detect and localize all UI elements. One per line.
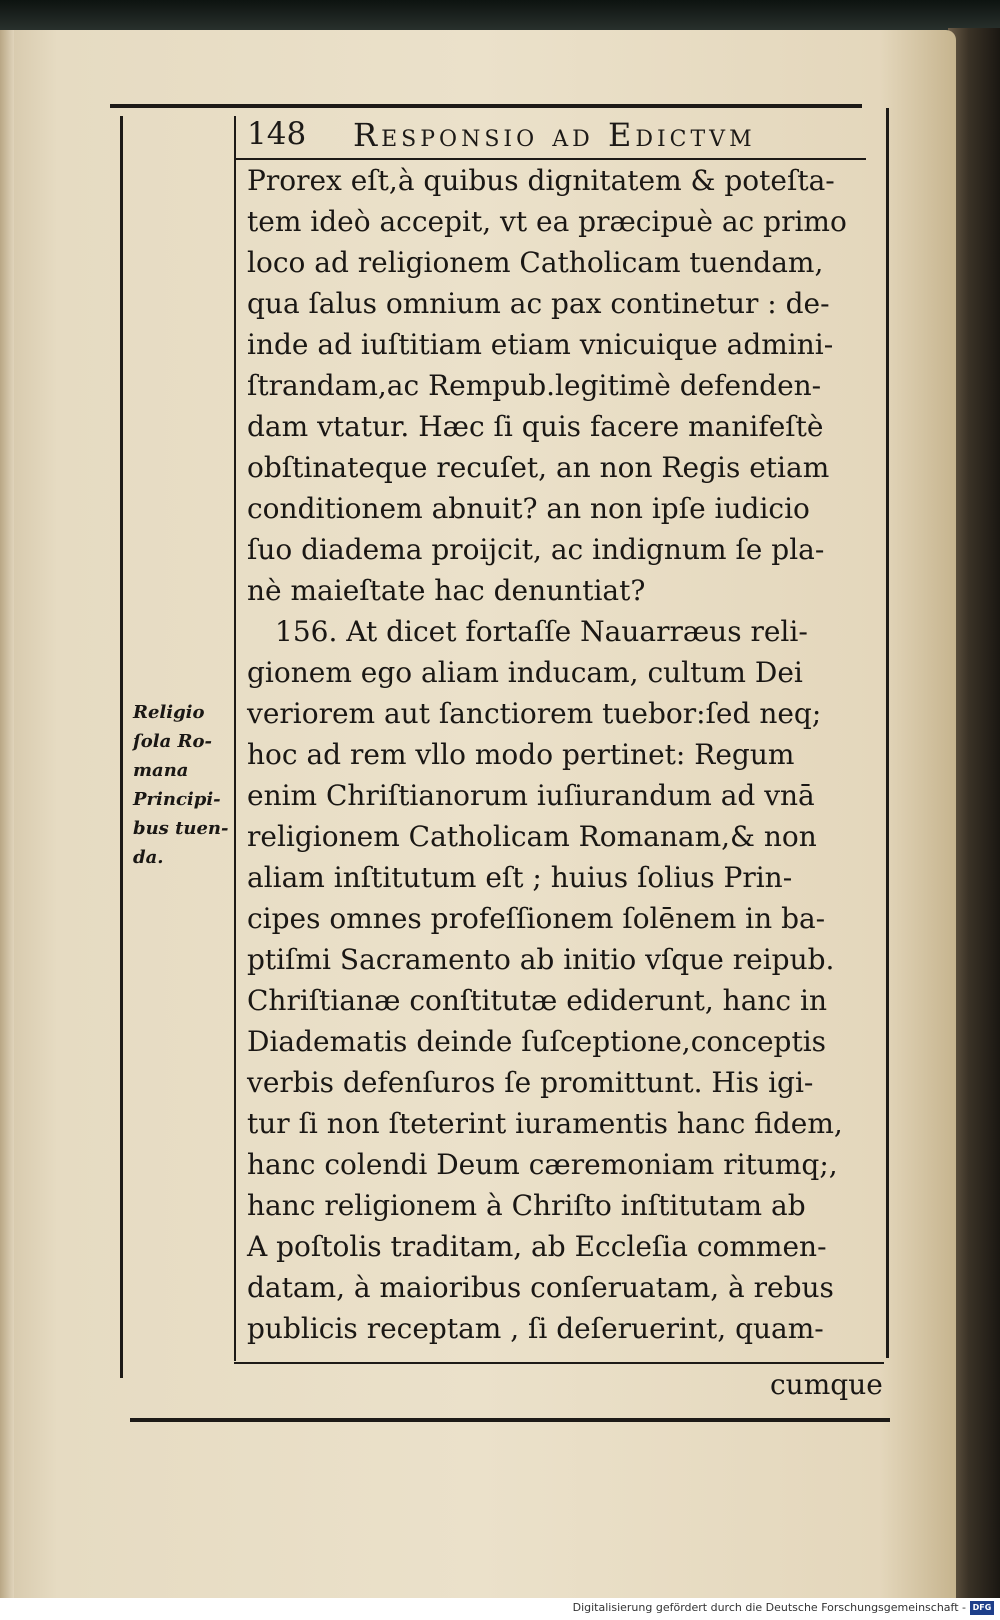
- marginal-note-line: bus tuen-: [133, 818, 229, 839]
- catchword: cumque: [770, 1368, 883, 1401]
- paragraph-start-line: 156. At dicet fortaſſe Nauarræus reli-: [275, 615, 808, 648]
- text-line: enim Chriſtianorum iuſiurandum ad vnā: [247, 779, 815, 812]
- scanner-top-band: [0, 0, 1000, 34]
- text-line: verbis defenſuros ſe promittunt. His igi-: [247, 1066, 814, 1099]
- marginal-note-line: Religio: [133, 702, 205, 723]
- digitization-credit: Digitalisierung gefördert durch die Deutsche Forschungsgemeinschaft -: [572, 1601, 966, 1614]
- right-rule: [886, 108, 889, 1358]
- text-line: nè maieſtate hac denuntiat?: [247, 574, 646, 607]
- marginal-note-line: Principi-: [133, 789, 221, 810]
- text-line: conditionem abnuit? an non ipſe iudicio: [247, 492, 810, 525]
- text-line: loco ad religionem Catholicam tuendam,: [247, 246, 824, 279]
- text-line: veriorem aut ſanctiorem tuebor:ſed neq;: [247, 697, 822, 730]
- text-line: ſtrandam,ac Rempub.legitimè defenden-: [247, 369, 822, 402]
- text-line: ſuo diadema proijcit, ac indignum ſe pla-: [247, 533, 825, 566]
- page-number: 148: [247, 116, 307, 152]
- marginal-note-line: ſola Ro-: [133, 731, 212, 752]
- text-line: hoc ad rem vllo modo pertinet: Regum: [247, 738, 795, 771]
- left-outer-rule: [120, 116, 123, 1378]
- text-line: aliam inſtitutum eſt ; huius ſolius Prin-: [247, 861, 793, 894]
- bottom-rule: [130, 1418, 890, 1422]
- text-line: hanc religionem à Chriſto inſtitutam ab: [247, 1189, 806, 1222]
- text-bottom-rule: [234, 1362, 884, 1364]
- text-line: qua ſalus omnium ac pax continetur : de-: [247, 287, 830, 320]
- text-line: ptiſmi Sacramento ab initio vſque reipub.: [247, 943, 835, 976]
- text-line: gionem ego aliam inducam, cultum Dei: [247, 656, 803, 689]
- text-line: tem ideò accepit, vt ea præcipuè ac primo: [247, 205, 847, 238]
- page-gutter-shade: [0, 30, 14, 1598]
- text-line: hanc colendi Deum cæremoniam ritumq;,: [247, 1148, 838, 1181]
- text-line: Chriſtianæ conſtitutæ ediderunt, hanc in: [247, 984, 827, 1017]
- text-line: tur ſi non ſteterint iuramentis hanc fidem,: [247, 1107, 843, 1140]
- text-line: obſtinateque recuſet, an non Regis etiam: [247, 451, 830, 484]
- text-line: cipes omnes profeſſionem ſolēnem in ba-: [247, 902, 826, 935]
- marginal-note: [133, 698, 253, 872]
- marginal-note-line: mana: [133, 760, 189, 781]
- page-header: [247, 112, 887, 156]
- text-line: Prorex eſt,à quibus dignitatem & poteſta-: [247, 164, 835, 197]
- text-line: Diadematis deinde ſuſceptione,conceptis: [247, 1025, 827, 1058]
- text-line: datam, à maioribus conſeruatam, à rebus: [247, 1271, 834, 1304]
- text-line: religionem Catholicam Romanam,& non: [247, 820, 817, 853]
- text-line: dam vtatur. Hæc ſi quis facere manifeſtè: [247, 410, 824, 443]
- dfg-logo: DFG: [970, 1601, 994, 1615]
- text-line: publicis receptam , ſi deſeruerint, quam-: [247, 1312, 824, 1345]
- text-line: inde ad iuſtitiam etiam vnicuique admini-: [247, 328, 834, 361]
- top-rule: [110, 104, 862, 108]
- text-line: A poſtolis traditam, ab Eccleſia commen-: [247, 1230, 827, 1263]
- marginal-note-line: da.: [133, 847, 164, 868]
- running-title: Responsio ad Edictvm: [353, 116, 756, 154]
